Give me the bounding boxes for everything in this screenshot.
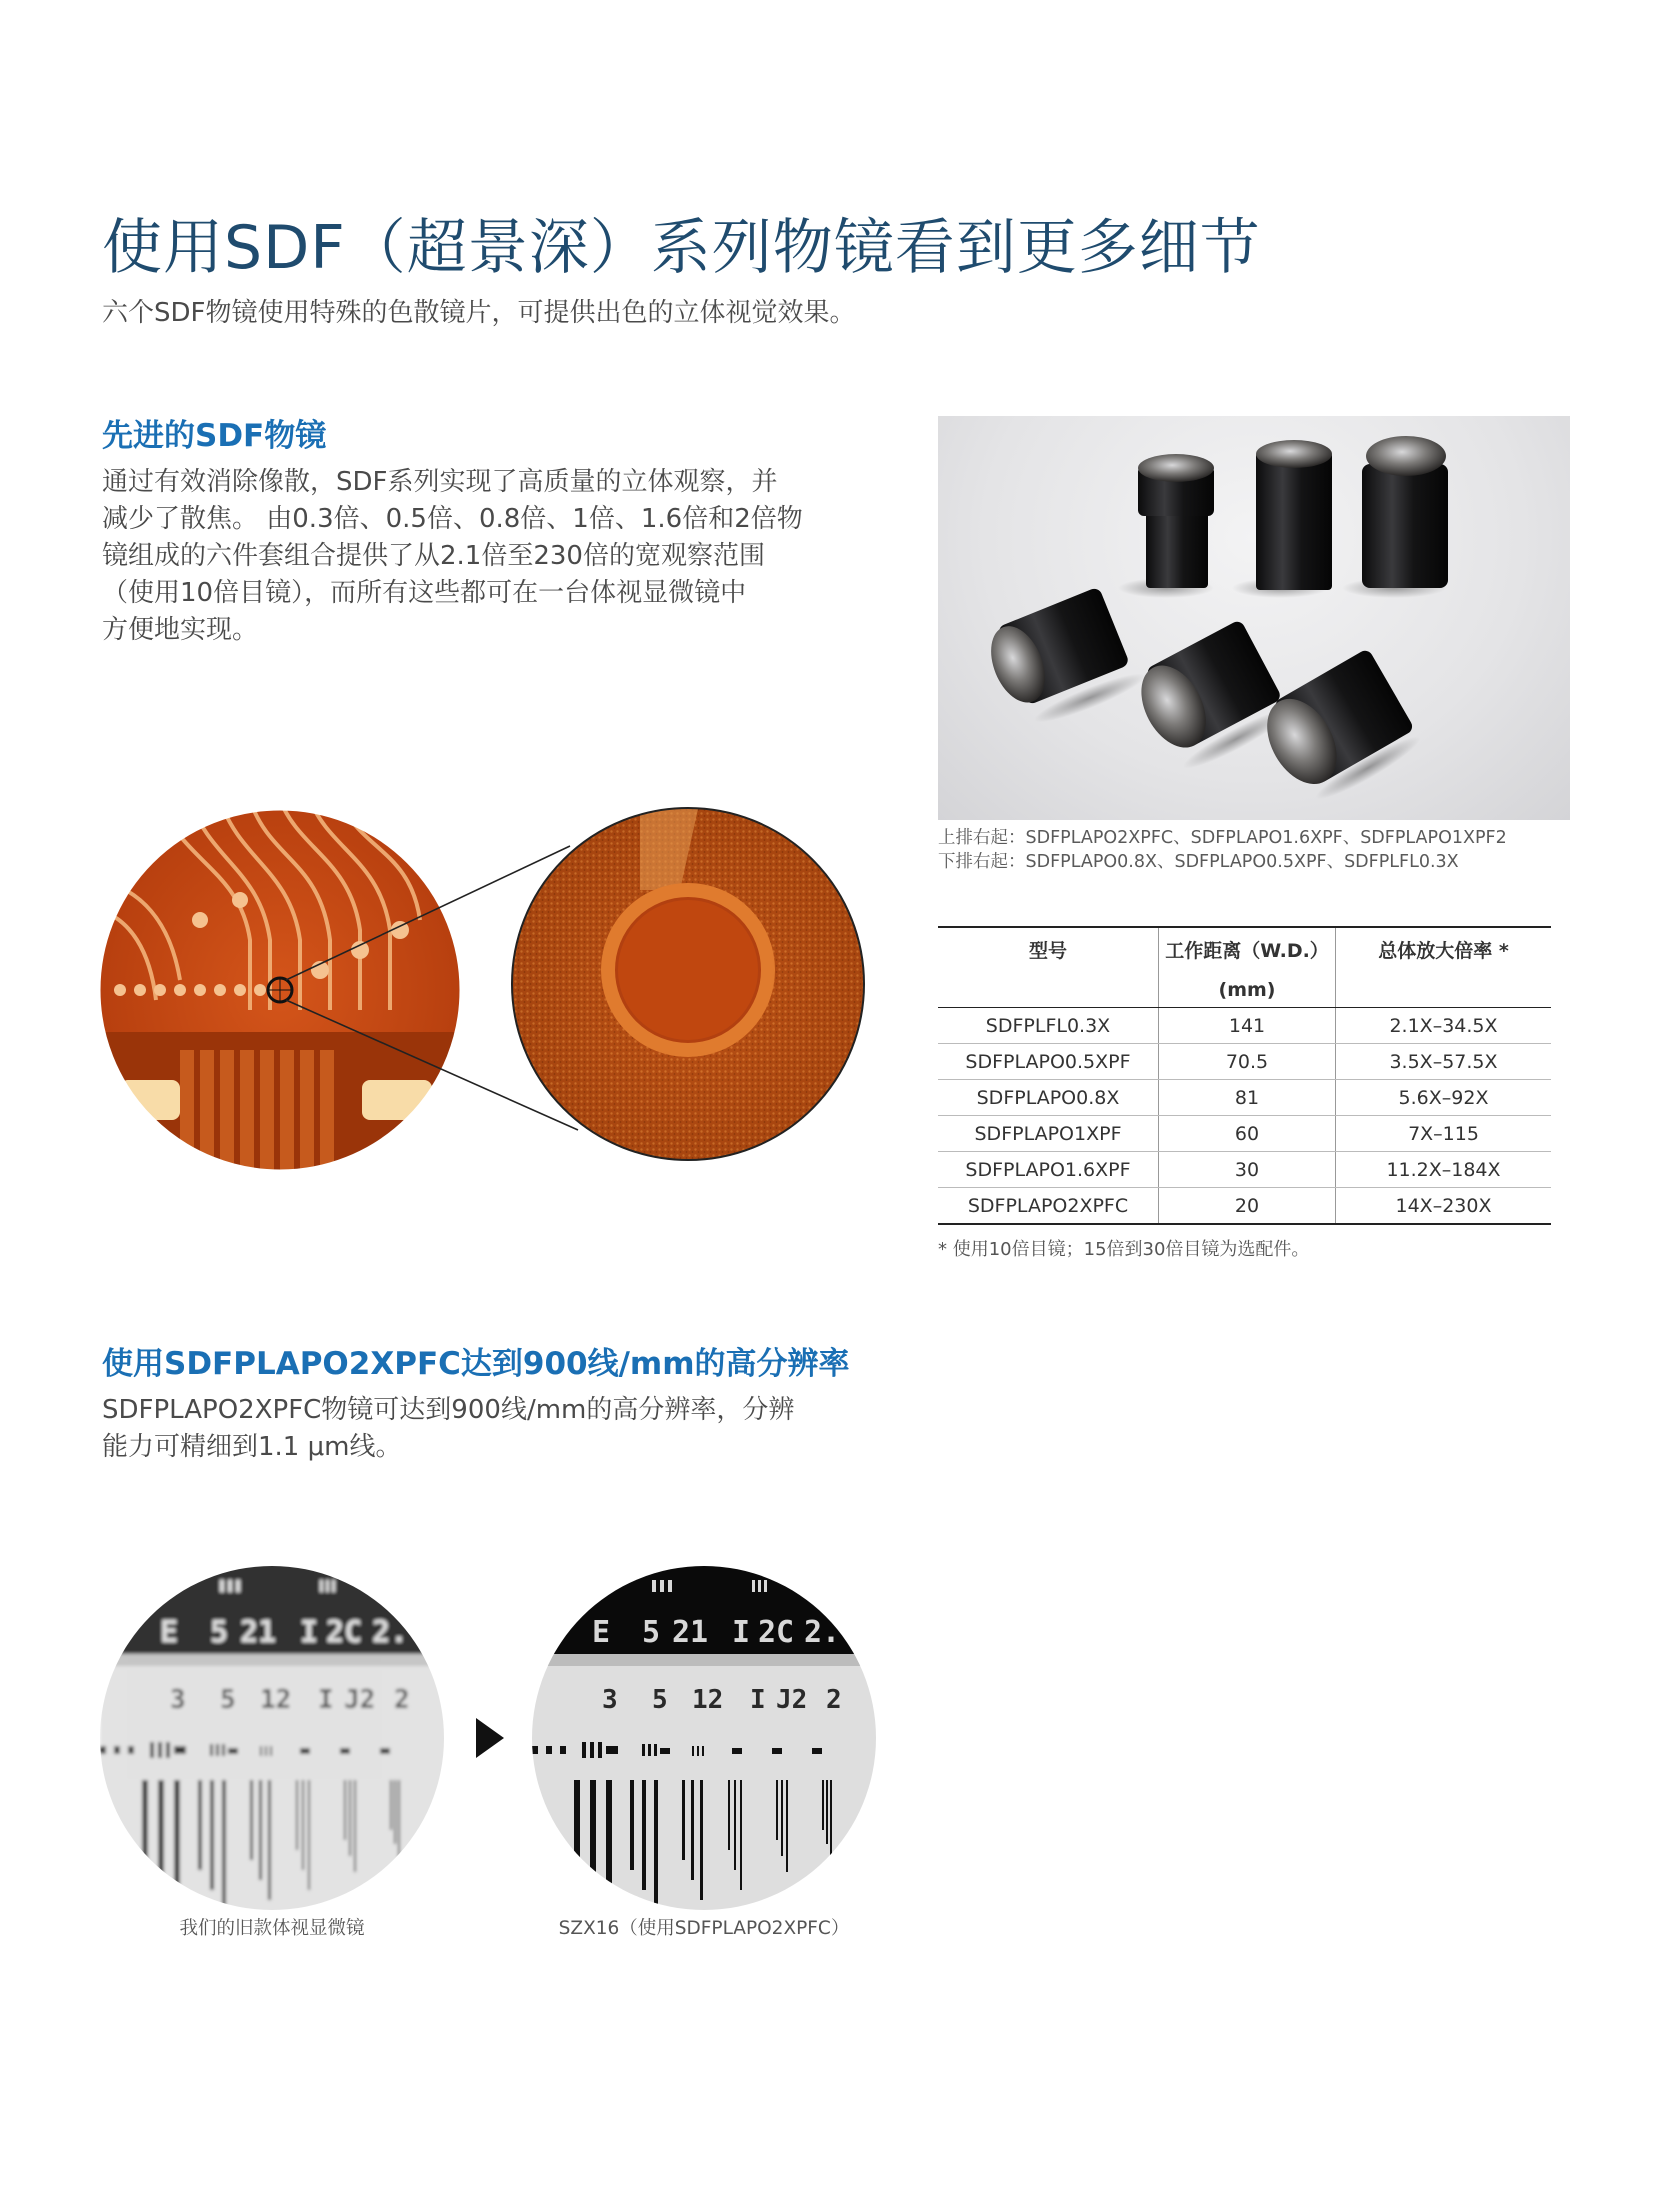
szx16-view [532, 1560, 892, 1920]
header-wd-label: 工作距离（W.D.） [1165, 940, 1329, 962]
table-row [938, 1044, 1551, 1080]
section2-line: SDFPLAPO2XPFC物镜可达到900线/mm的高分辨率，分辨 [102, 1395, 795, 1425]
photo-caption [938, 826, 1507, 874]
table-row [938, 1188, 1551, 1225]
section2-line: 能力可精细到1.1 μm线。 [102, 1432, 402, 1462]
section1-heading: 先进的SDF物镜 [102, 418, 327, 454]
old-microscope-view [100, 1560, 460, 1920]
section1-line: （使用10倍目镜），而所有这些都可在一台体视显微镜中 [102, 578, 747, 608]
cell-wd: 60 [1159, 1116, 1336, 1152]
cell-wd: 81 [1159, 1080, 1336, 1116]
lens-top-right [1342, 436, 1448, 598]
arrow-right-icon [476, 1718, 504, 1758]
cell-wd: 141 [1159, 1008, 1336, 1044]
resolution-comparison [100, 1560, 900, 1920]
szx16-caption: SZX16（使用SDFPLAPO2XPFC） [558, 1918, 850, 1939]
intro-text: 六个SDF物镜使用特殊的色散镜片，可提供出色的立体视觉效果。 [102, 298, 856, 328]
header-magnification: 总体放大倍率 * [1336, 927, 1552, 1008]
spec-table [938, 926, 1551, 1225]
section2-body [102, 1392, 832, 1466]
lens-bottom-middle [1127, 619, 1294, 780]
table-row [938, 1152, 1551, 1188]
cell-magnification: 7X–115 [1336, 1116, 1552, 1152]
lens-top-middle [1232, 440, 1332, 598]
cell-model: SDFPLAPO0.5XPF [938, 1044, 1159, 1080]
photo-caption-line1: 上排右起：SDFPLAPO2XPFC、SDFPLAPO1.6XPF、SDFPLAPO1XPF2 [938, 828, 1507, 848]
cell-wd: 70.5 [1159, 1044, 1336, 1080]
page-title: 使用SDF（超景深）系列物镜看到更多细节 [102, 213, 1261, 284]
section1-line: 通过有效消除像散，SDF系列实现了高质量的立体观察，并 [102, 467, 778, 497]
cell-model: SDFPLAPO2XPFC [938, 1188, 1159, 1225]
table-row [938, 1116, 1551, 1152]
lens-bottom-left [980, 583, 1149, 737]
photo-caption-line2: 下排右起：SDFPLAPO0.8X、SDFPLAPO0.5XPF、SDFPLFL0.3X [938, 852, 1459, 872]
cell-magnification: 14X–230X [1336, 1188, 1552, 1225]
section1-line: 镜组成的六件套组合提供了从2.1倍至230倍的宽观察范围 [102, 541, 765, 571]
table-row [938, 1008, 1551, 1044]
section1-line: 减少了散焦。 由0.3倍、0.5倍、0.8倍、1倍、1.6倍和2倍物 [102, 504, 803, 534]
cell-model: SDFPLAPO1.6XPF [938, 1152, 1159, 1188]
cell-model: SDFPLFL0.3X [938, 1008, 1159, 1044]
table-header-row [938, 927, 1551, 1008]
cell-magnification: 11.2X–184X [1336, 1152, 1552, 1188]
lens-bottom-right [1252, 648, 1425, 814]
table-footnote: * 使用10倍目镜；15倍到30倍目镜为选配件。 [938, 1239, 1310, 1260]
lenses-illustration [938, 416, 1570, 820]
cell-magnification: 5.6X–92X [1336, 1080, 1552, 1116]
lens-top-left [1118, 454, 1214, 598]
section2-heading: 使用SDFPLAPO2XPFC达到900线/mm的高分辨率 [102, 1346, 850, 1382]
pcb-zoom-view [500, 800, 880, 1180]
old-microscope-caption: 我们的旧款体视显微镜 [179, 1918, 365, 1939]
cell-magnification: 3.5X–57.5X [1336, 1044, 1552, 1080]
cell-wd: 30 [1159, 1152, 1336, 1188]
pcb-magnification-illustration [100, 800, 880, 1180]
section1-line: 方便地实现。 [102, 615, 259, 645]
header-working-distance [1159, 927, 1336, 1008]
objective-lenses-photo [938, 416, 1570, 820]
header-wd-unit: (mm) [1218, 979, 1276, 1001]
header-model: 型号 [938, 927, 1159, 1008]
cell-wd: 20 [1159, 1188, 1336, 1225]
cell-model: SDFPLAPO0.8X [938, 1080, 1159, 1116]
section1-body [102, 464, 832, 649]
cell-magnification: 2.1X–34.5X [1336, 1008, 1552, 1044]
cell-model: SDFPLAPO1XPF [938, 1116, 1159, 1152]
table-row [938, 1080, 1551, 1116]
